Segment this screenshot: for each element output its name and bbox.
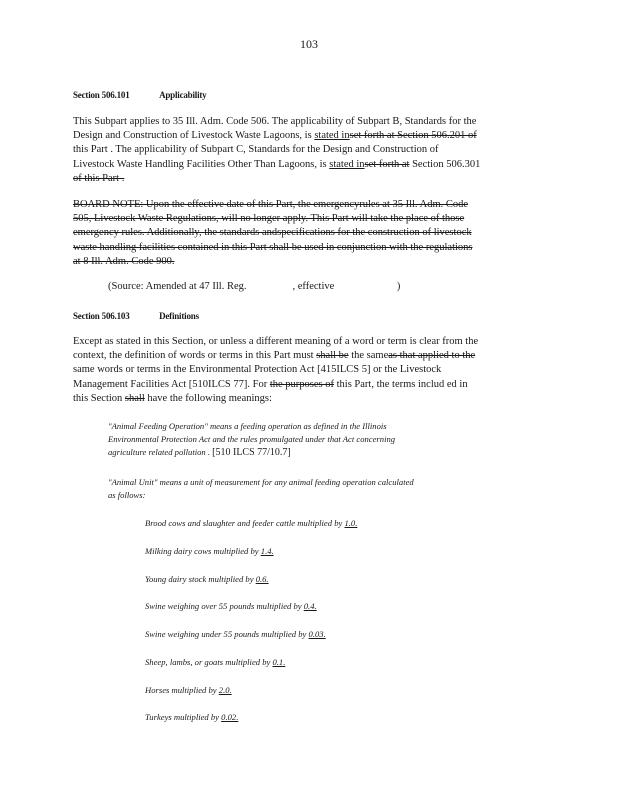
definitions-paragraph bbox=[73, 335, 538, 406]
multiplier-value: 0.6. bbox=[255, 574, 269, 584]
text-line: This Subpart applies to 35 Ill. Adm. Code 506. The applicability of Subpart B, Standards for the bbox=[73, 116, 477, 127]
text-fragment: Design and Construction of Livestock Waste Lagoons, is bbox=[73, 130, 312, 142]
text-fragment: Management Facilities Act [510ILCS 77]. For bbox=[73, 378, 268, 390]
text-fragment: Livestock Waste Handling Facilities Other Than Lagoons, is bbox=[73, 158, 327, 170]
multiplier-label: Sheep, lambs, or goats multiplied by bbox=[145, 657, 271, 667]
section-heading-506-101 bbox=[73, 90, 206, 100]
text-line bbox=[108, 446, 528, 460]
deleted-text: shall be bbox=[316, 350, 349, 362]
source-note bbox=[108, 281, 400, 292]
text-line bbox=[73, 158, 538, 172]
text-line: as follows: bbox=[108, 489, 146, 500]
deleted-text: set forth at Section 506.201 of bbox=[349, 130, 477, 142]
text-line: "Animal Unit" means a unit of measurement for any animal feeding operation calculated bbox=[108, 477, 414, 487]
multiplier-label: Swine weighing over 55 pounds multiplied by bbox=[145, 601, 302, 611]
multiplier-label: Milking dairy cows multiplied by bbox=[145, 546, 259, 556]
definition-animal-feeding-operation bbox=[108, 420, 528, 459]
multiplier-value: 0.1. bbox=[272, 657, 286, 667]
deleted-text: shall bbox=[124, 392, 145, 404]
deleted-text: set forth at bbox=[364, 158, 410, 170]
multiplier-item bbox=[145, 629, 326, 639]
deleted-text-line: emergency rules. Additionally, the standards andspecifications for the construction of livestock bbox=[73, 227, 472, 239]
multiplier-label: Horses multiplied by bbox=[145, 685, 217, 695]
text-fragment: have the following meanings: bbox=[144, 392, 272, 404]
deleted-text-line: 505, Livestock Waste Regulations, will no longer apply. This Part will take the place of those bbox=[73, 213, 465, 225]
deleted-text: as that applied to the bbox=[388, 350, 476, 362]
deleted-text: the purposes of bbox=[269, 378, 335, 390]
multiplier-item bbox=[145, 546, 274, 556]
multiplier-value: 0.03. bbox=[308, 629, 326, 639]
text-line: this Part . The applicability of Subpart C, Standards for the Design and Construction of bbox=[73, 144, 439, 156]
inserted-text: stated in bbox=[329, 158, 365, 170]
text-fragment: this Section bbox=[73, 392, 123, 404]
multiplier-value: 0.02. bbox=[221, 712, 239, 722]
multiplier-item bbox=[145, 518, 357, 528]
multiplier-item bbox=[145, 712, 238, 722]
text-fragment: Section 506.301 bbox=[409, 158, 481, 170]
text-line bbox=[73, 129, 538, 143]
multiplier-value: 1.0. bbox=[344, 518, 358, 528]
text-line bbox=[73, 392, 538, 406]
multiplier-item bbox=[145, 685, 232, 695]
source-text: (Source: Amended at 47 Ill. Reg. bbox=[108, 281, 247, 292]
multiplier-value: 2.0. bbox=[218, 685, 232, 695]
inserted-text: stated in bbox=[314, 130, 350, 142]
multiplier-item bbox=[145, 574, 269, 584]
section-heading-506-103 bbox=[73, 311, 199, 321]
text-line: Environmental Protection Act and the rules promulgated under that Act concerning bbox=[108, 433, 396, 444]
multiplier-value: 1.4. bbox=[260, 546, 274, 556]
multiplier-item bbox=[145, 657, 285, 667]
deleted-text-line: of this Part . bbox=[73, 172, 125, 184]
deleted-text-line: waste handling facilities contained in this Part shall be used in conjunction with the regulations bbox=[73, 241, 473, 253]
statute-citation: [510 ILCS 77/10.7] bbox=[212, 446, 291, 458]
source-text: , effective bbox=[292, 281, 335, 292]
section-title: Applicability bbox=[159, 90, 207, 100]
multiplier-label: Turkeys multiplied by bbox=[145, 712, 219, 722]
text-fragment: the same bbox=[348, 350, 389, 362]
multiplier-label: Brood cows and slaughter and feeder cattle multiplied by bbox=[145, 518, 343, 528]
deleted-text-line: at 8 Ill. Adm. Code 900. bbox=[73, 255, 175, 267]
multiplier-value: 0.4. bbox=[303, 601, 317, 611]
section-title: Definitions bbox=[159, 311, 199, 321]
text-line bbox=[73, 349, 538, 363]
definition-animal-unit bbox=[108, 476, 528, 502]
deleted-text-line: BOARD NOTE: Upon the effective date of this Part, the emergencyrules at 35 Ill. Adm. Code bbox=[73, 199, 469, 210]
text-line: same words or terms in the Environmental Protection Act [415ILCS 5] or the Livestock bbox=[73, 364, 442, 376]
text-fragment: this Part, the terms includ ed in bbox=[334, 378, 468, 390]
text-line bbox=[73, 378, 538, 392]
source-text: ) bbox=[396, 281, 401, 292]
applicability-paragraph bbox=[73, 115, 538, 186]
text-fragment: agriculture related pollution . bbox=[108, 446, 210, 457]
section-number: Section 506.103 bbox=[73, 311, 130, 321]
multiplier-label: Swine weighing under 55 pounds multiplied by bbox=[145, 629, 307, 639]
board-note bbox=[73, 198, 538, 269]
multiplier-item bbox=[145, 601, 317, 611]
multiplier-label: Young dairy stock multiplied by bbox=[145, 574, 254, 584]
text-fragment: context, the definition of words or terms in this Part must bbox=[73, 350, 314, 362]
page-number: 103 bbox=[300, 37, 318, 51]
text-line: Except as stated in this Section, or unless a different meaning of a word or term is clear from the bbox=[73, 336, 479, 347]
section-number: Section 506.101 bbox=[73, 90, 130, 100]
text-line: "Animal Feeding Operation" means a feeding operation as defined in the Illinois bbox=[108, 421, 387, 431]
